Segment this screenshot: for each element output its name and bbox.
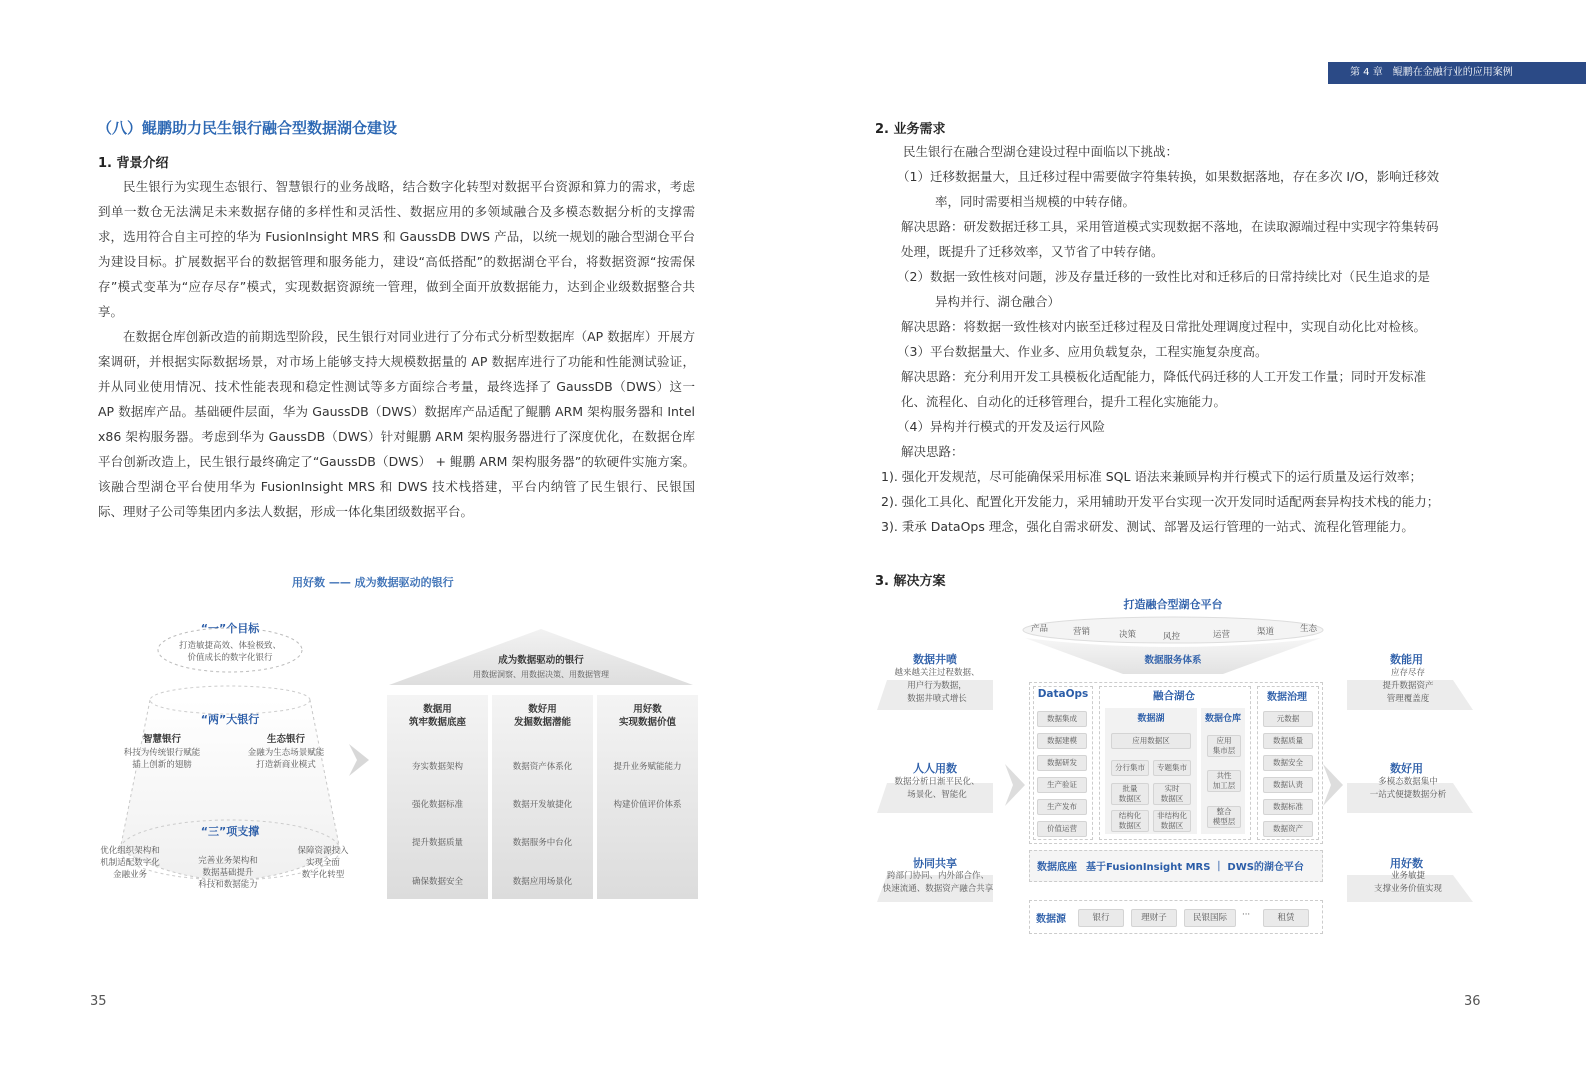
desc-line: 提升数据资产 [1382,681,1434,691]
warehouse-item-line: 整合 [1216,807,1232,816]
heading-requirements: 2. 业务需求 [875,122,946,137]
desc-line: 一站式便捷数据分析 [1369,790,1447,800]
governance-item: 数据安全 [1263,755,1313,771]
pillar-data-value [597,695,698,899]
desc-line: 多模态数据集中 [1378,777,1438,787]
lake-item: 专题集市 [1153,760,1191,776]
req-line: （4）异构并行模式的开发及运行风险 [897,419,1105,434]
eco-bank-line: 打造新商业模式 [256,760,316,770]
service-funnel [1013,612,1333,682]
chapter-header: 第 4 章 鲲鹏在金融行业的应用案例 [1328,62,1586,84]
warehouse-item-line: 共性 [1216,771,1232,780]
lake-item [1153,783,1191,805]
lake-item-line: 数据区 [1118,821,1142,830]
support-1 [85,845,175,881]
pillar-head-line: 用好数 [633,704,662,715]
right-tag-desc [1353,667,1463,706]
desc-line: 业务敏捷 [1390,871,1425,881]
left-tag-desc [877,776,997,802]
warehouse-item-line: 模型层 [1212,817,1236,826]
lake-item [1111,783,1149,805]
goal-one-line: 价值成长的数字化银行 [187,653,273,663]
data-foundation-label: 数据底座 [1037,862,1077,873]
pillar-head-line: 数好用 [528,704,557,715]
arrow-right-icon [1003,760,1029,810]
eco-bank-title: 生态银行 [266,734,305,745]
lake-item-line: 数据区 [1160,821,1184,830]
app-decision: 决策 [1119,630,1137,640]
left-tag-title: 协同共享 [913,857,957,870]
pillar-item: 数据开发敏捷化 [512,800,573,810]
app-data-area: 应用数据区 [1111,733,1191,749]
right-tag-desc [1353,776,1463,802]
service-system: 数据服务体系 [1144,655,1202,666]
three-supports-title: “三”项支撑 [200,825,260,838]
lake-item [1111,810,1149,832]
left-tag-desc [877,667,997,706]
app-ops: 运营 [1213,630,1231,640]
support-line: 机制适配数字化 [100,858,160,868]
pillar-head-line: 筑牢数据底座 [408,717,466,728]
smart-bank-desc [112,747,212,771]
pillar-data-easy [492,695,593,899]
source-wealth: 理财子 [1131,909,1177,927]
req-line: 异构并行、湖仓融合） [935,294,1061,309]
desc-line: 支撑业务价值实现 [1373,884,1442,894]
warehouse-item [1207,735,1241,757]
support-line: 完善业务架构和 [198,856,258,866]
data-lake-title: 数据湖 [1137,714,1165,724]
pillar-head [387,703,488,729]
support-line: 保障资源投入 [297,846,349,856]
page-number: 36 [1464,994,1481,1009]
desc-line: 应存尽存 [1390,668,1425,678]
goal-one-desc [150,640,310,664]
req-line: 解决思路：充分利用开发工具模板化适配能力，降低代码迁移的人工开发工作量；同时开发标准 [901,369,1427,384]
right-tag-title: 用好数 [1390,857,1423,870]
desc-line: 数据井喷式增长 [907,694,967,704]
right-tag-title: 数好用 [1390,762,1423,775]
app-ecosystem: 生态 [1300,624,1318,634]
governance-title: 数据治理 [1267,692,1307,703]
right-page [793,0,1586,1076]
page-number: 35 [90,994,107,1009]
req-line: 1). 强化开发规范，尽可能确保采用标准 SQL 语法来兼顾异构并行模式下的运行质量及运行效率； [881,469,1422,484]
dataops-item: 数据建模 [1037,733,1087,749]
eco-bank-desc [236,747,336,771]
desc-line: 管理覆盖度 [1386,694,1430,704]
source-leasing: 租赁 [1263,909,1309,927]
arrow-right-icon [345,740,375,780]
left-tag-title: 人人用数 [913,762,957,775]
dataops-item: 数据研发 [1037,755,1087,771]
support-3 [278,845,368,881]
eco-bank-line: 金融为生态场景赋能 [247,748,325,758]
desc-line: 越来越关注过程数据、 [894,668,980,678]
source-international: 民银国际 [1184,909,1236,927]
desc-line: 跨部门协同、内外部合作、 [886,871,989,881]
goal-one-line: 打造敏捷高效、体验极致、 [178,641,281,651]
pillar-data-usable [387,695,488,899]
pillar-head [597,703,698,729]
smart-bank-line: 插上创新的翅膀 [132,760,192,770]
dataops-item: 生产验证 [1037,777,1087,793]
warehouse-item [1207,806,1241,828]
right-tag-title: 数能用 [1390,653,1423,666]
left-tag-title: 数据井喷 [913,653,957,666]
governance-item: 数据认责 [1263,777,1313,793]
app-marketing: 营销 [1073,627,1091,637]
pillar-head-line: 实现数据价值 [618,717,676,728]
warehouse-item-line: 应用 [1216,736,1232,745]
req-line: 处理，既提升了迁移效率，又节省了中转存储。 [901,244,1164,259]
support-2 [183,855,273,891]
lake-item-line: 结构化 [1118,811,1142,820]
desc-line: 数据分析日渐平民化、 [894,777,980,787]
lake-item-line: 非结构化 [1157,811,1187,820]
source-bank: 银行 [1078,909,1124,927]
warehouse-item [1207,770,1241,792]
req-line: 民生银行在融合型湖仓建设过程中面临以下挑战： [903,144,1179,159]
two-banks-title: “两”大银行 [200,713,260,726]
pillar-item: 数据应用场景化 [512,877,573,887]
roof-title: 成为数据驱动的银行 [498,655,584,666]
req-line: （2）数据一致性核对问题，涉及存量迁移的一致性比对和迁移后的日常持续比对（民生追求的是 [897,269,1430,284]
lake-item-line: 数据区 [1160,794,1184,803]
warehouse-item-line: 加工层 [1212,781,1236,790]
support-line: 数据基础提升 [202,868,254,878]
pillar-item: 提升业务赋能能力 [613,762,682,772]
pillar-item: 强化数据标准 [411,800,463,810]
data-source-label: 数据源 [1036,914,1066,925]
governance-item: 数据质量 [1263,733,1313,749]
warehouse-item-line: 集市层 [1212,746,1236,755]
section-title: （八）鲲鹏助力民生银行融合型数据湖仓建设 [97,119,398,137]
req-line: 化、流程化、自动化的迁移管理台，提升工程化实施能力。 [901,394,1227,409]
governance-item: 数据标准 [1263,799,1313,815]
arrow-right-icon [1321,760,1347,810]
pillar-item: 数据服务中台化 [512,838,573,848]
pillar-head-line: 数据用 [423,704,452,715]
support-line: 金融业务 [112,870,147,880]
req-line: 3). 秉承 DataOps 理念，强化自需求研发、测试、部署及运行管理的一站式、流程化管理能力。 [881,519,1414,534]
roof-subtitle: 用数据洞察、用数据决策、用数据管理 [473,670,609,679]
source-ellipsis: ··· [1242,910,1251,920]
app-channel: 渠道 [1257,627,1275,637]
data-warehouse-title: 数据仓库 [1204,714,1241,724]
heading-background: 1. 背景介绍 [98,156,169,171]
dataops-item: 数据集成 [1037,711,1087,727]
pillar-item: 提升数据质量 [411,838,463,848]
req-line: （1）迁移数据量大，且迁移过程中需要做字符集转换，如果数据落地，存在多次 I/O，影响迁移效 [897,169,1440,184]
req-line: 2). 强化工具化、配置化开发能力，采用辅助开发平台实现一次开发同时适配两套异构技术栈的能力； [881,494,1440,509]
governance-item: 元数据 [1263,711,1313,727]
right-tag-desc [1353,870,1463,896]
app-risk: 风控 [1163,632,1181,642]
governance-item: 数据资产 [1263,821,1313,837]
support-line: 实现全面 [305,858,340,868]
lake-item-line: 实时 [1164,784,1180,793]
lake-item: 分行集市 [1111,760,1149,776]
support-line: 数字化转型 [301,870,345,880]
req-line: 解决思路： [901,444,964,459]
req-line: 解决思路：研发数据迁移工具，采用管道模式实现数据不落地，在读取源端过程中实现字符集转码 [901,219,1439,234]
paragraph-2: 在数据仓库创新改造的前期选型阶段，民生银行对同业进行了分布式分析型数据库（AP 数据库）开展方案调研，并根据实际数据场景，对市场上能够支持大规模数据量的 AP 数据库进行了功能和性能测试验证，并从同业使用情况、技术性能表现和稳定性测试等多方面综合考量，最终选择了 GaussDB（DWS）这一 AP 数据库产品。基础硬件层面，华为 GaussDB（DWS）数据库产品适配了鲲鹏 ARM 架构服务器和 Intel x86 架构服务器。考虑到华为 GaussDB（DWS）针对鲲鹏 ARM 架构服务器进行了深度优化，在数据仓库平台创新改造上，民生银行最终确定了“GaussDB（DWS） + 鲲鹏 ARM 架构服务器”的软硬件实施方案。该融合型湖仓平台使用华为 FusionInsight MRS 和 DWS 技术栈搭建，平台内纳管了民生银行、民银国际、理财子公司等集团内多法人数据，形成一体化集团级数据平台。 [98,329,695,519]
pillar-item: 夯实数据架构 [411,762,463,772]
lake-item-line: 批量 [1122,784,1138,793]
pillar-head-line: 发掘数据潜能 [513,717,571,728]
dataops-item: 价值运营 [1037,821,1087,837]
support-line: 科技和数据能力 [198,880,258,890]
support-line: 优化组织架构和 [100,846,160,856]
figure-title: 用好数 —— 成为数据驱动的银行 [292,576,454,589]
pillar-head [492,703,593,729]
dataops-title: DataOps [1037,688,1089,700]
pillar-item: 确保数据安全 [411,877,463,887]
heading-solution: 3. 解决方案 [875,574,946,589]
goal-one-title: “一”个目标 [200,622,260,635]
solution-figure-title: 打造融合型湖仓平台 [1123,598,1223,611]
req-line: 率，同时需要相当规模的中转存储。 [935,194,1136,209]
left-tag-desc [873,870,1003,896]
background-text [98,174,695,524]
smart-bank-line: 科技为传统银行赋能 [123,748,201,758]
smart-bank-title: 智慧银行 [142,734,181,745]
dataops-item: 生产发布 [1037,799,1087,815]
desc-line: 场景化、智能化 [907,790,967,800]
desc-line: 用户行为数据， [907,681,967,691]
pillar-item: 构建价值评价体系 [613,800,682,810]
lake-item-line: 数据区 [1118,794,1142,803]
app-product: 产品 [1031,624,1049,634]
req-line: 解决思路：将数据一致性核对内嵌至迁移过程及日常批处理调度过程中，实现自动化比对检核。 [901,319,1427,334]
lake-item [1153,810,1191,832]
paragraph-1: 民生银行为实现生态银行、智慧银行的业务战略，结合数字化转型对数据平台资源和算力的需求，考虑到单一数仓无法满足未来数据存储的多样性和灵活性、数据应用的多领域融合及多模态数据分析的支撑需求，选用符合自主可控的华为 FusionInsight MRS 和 GaussDB DWS 产品，以统一规划的融合型湖仓平台为建设目标。扩展数据平台的数据管理和服务能力，建设“高低搭配”的数据湖仓平台，将数据资源“按需保存”模式变革为“应存尽存”模式，实现数据资源统一管理，做到全面开放数据能力，达到企业级数据整合共享。 [98,179,695,319]
desc-line: 快速流通、数据资产融合共享 [882,884,994,894]
lakehouse-title: 融合湖仓 [1153,690,1195,702]
req-line: （3）平台数据量大、作业多、应用负载复杂，工程实施复杂度高。 [897,344,1268,359]
data-foundation-text: 基于FusionInsight MRS ｜ DWS的湖仓平台 [1086,862,1304,873]
pillar-item: 数据资产体系化 [512,762,573,772]
